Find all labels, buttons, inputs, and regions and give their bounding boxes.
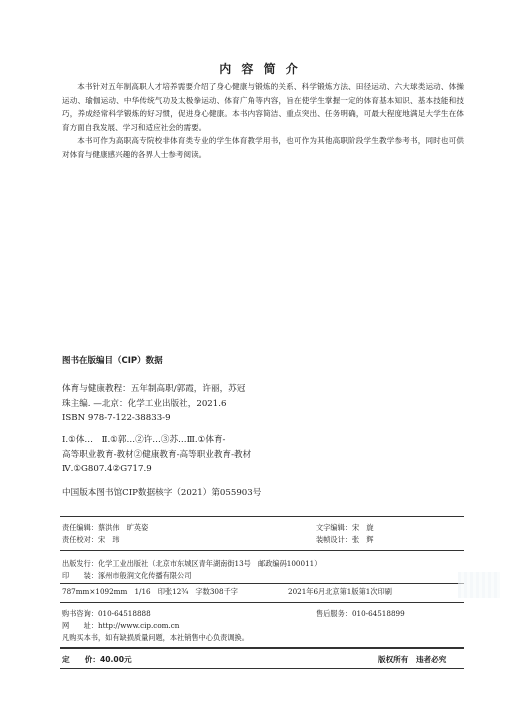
credit-design-value: 张 辉 — [351, 535, 374, 544]
cip-record-number: 中国版本图书馆CIP数据核字（2021）第055903号 — [62, 488, 262, 498]
cip-book-line-2: 珠主编. —北京：化学工业出版社，2021.6 — [62, 398, 227, 409]
credit-text-editor-value: 宋 旋 — [351, 523, 374, 532]
summary-text — [62, 80, 464, 162]
cip-isbn: ISBN 978-7-122-38833-9 — [62, 413, 171, 423]
cip-class-line-2: 高等职业教育-教材②健康教育-高等职业教育-教材 — [62, 449, 252, 460]
cip-classification — [62, 433, 302, 477]
watermark-stamp — [458, 572, 500, 598]
printer-label: 印 装： — [62, 571, 98, 580]
credit-proofreader — [62, 534, 120, 545]
edition-line: 2021年6月北京第1版第1次印刷 — [288, 587, 392, 596]
credit-text-editor — [316, 522, 374, 533]
divider — [60, 516, 464, 517]
price-line: 定 价：40.00元 — [62, 655, 132, 664]
cip-heading: 图书在版编目（CIP）数据 — [62, 356, 163, 366]
credit-proof-label: 责任校对： — [62, 535, 98, 544]
cip-book-info — [62, 382, 302, 426]
summary-paragraph-1: 本书针对五年制高职人才培养需要介绍了身心健康与锻炼的关系、科学锻炼方法、田径运动、六大球类运动、体操运动、瑜伽运动、中华传统气功及太极拳运动、体育广角等内容，旨在使学生掌握一定的体育基本知识、基本技能和技巧，养成经常科学锻炼的好习惯，促进身心健康。本书内容简洁、重点突出、任务明确，可最大程度地满足大学生在体育方面自我发展、学习和适应社会的需要。 — [62, 82, 464, 132]
service-line: 售后服务：010-64518899 — [316, 609, 405, 618]
cip-class-line-1: Ⅰ.①体… Ⅱ.①郭…②许…③苏…Ⅲ.①体育- — [62, 435, 226, 445]
rights-line: 版权所有 违者必究 — [378, 655, 447, 664]
divider — [60, 550, 464, 551]
website-line: 网 址：http://www.cip.com.cn — [62, 621, 180, 630]
cip-class-line-3: Ⅳ.①G807.4②G717.9 — [62, 464, 152, 474]
divider — [60, 583, 464, 584]
credit-editor — [62, 522, 148, 533]
credit-text-editor-label: 文字编辑： — [316, 523, 352, 532]
divider — [60, 602, 464, 603]
printer-value: 涿州市般润文化传播有限公司 — [97, 571, 192, 580]
credit-designer — [316, 534, 374, 545]
credit-design-label: 装帧设计： — [316, 535, 352, 544]
credit-editor-value: 蔡洪伟 旷英姿 — [97, 523, 149, 532]
divider — [60, 647, 464, 649]
credit-proof-value: 宋 玮 — [97, 535, 120, 544]
cip-book-line-1: 体育与健康教程：五年制高职/郭霞，许丽，苏冠 — [62, 384, 246, 394]
spec-line: 787mm×1092mm 1/16 印张12¾ 字数308千字 — [62, 587, 238, 596]
notice-line: 凡购买本书，如有缺损质量问题，本社销售中心负责调换。 — [62, 633, 249, 642]
summary-paragraph-2: 本书可作为高职高专院校非体育类专业的学生体育教学用书，也可作为其他高职阶段学生教学参考书，同时也可供对体育与健康感兴趣的各界人士参考阅读。 — [62, 136, 464, 159]
summary-title: 内 容 简 介 — [219, 62, 301, 76]
consult-line: 购书咨询：010-64518888 — [62, 609, 151, 618]
publisher-line: 出版发行：化学工业出版社（北京市东城区青年湖南街13号 邮政编码100011） — [62, 559, 322, 568]
printer-line — [62, 570, 191, 581]
credit-editor-label: 责任编辑： — [62, 523, 98, 532]
divider — [60, 668, 464, 669]
